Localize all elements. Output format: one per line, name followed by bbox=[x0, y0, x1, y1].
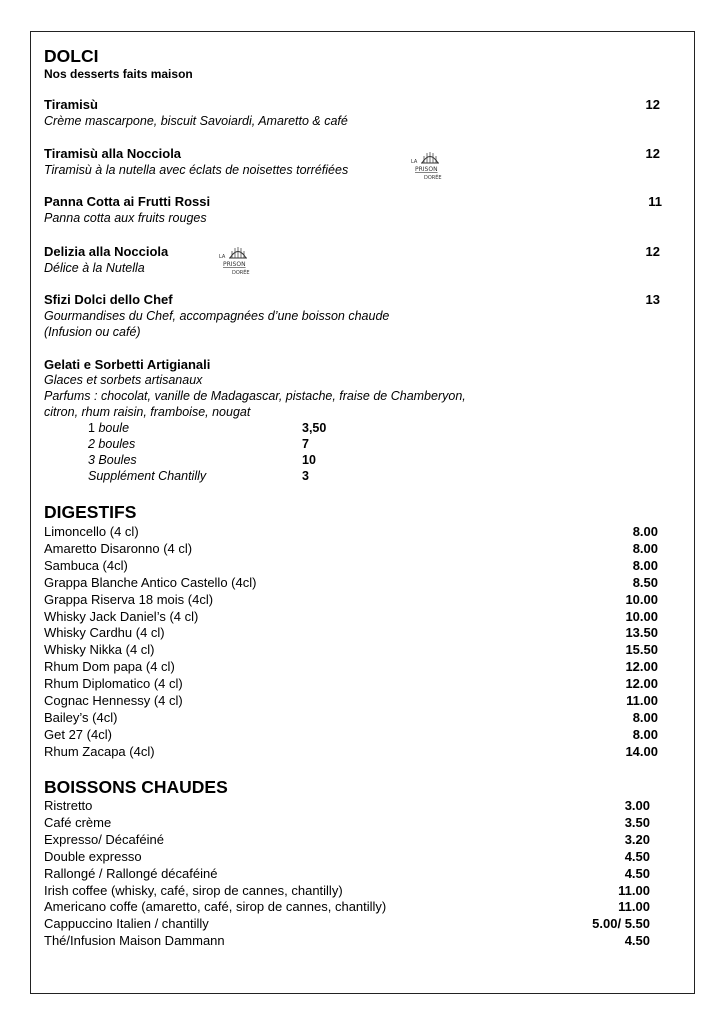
menu-item-name: Grappa Blanche Antico Castello (4cl) bbox=[44, 574, 257, 590]
dessert-price: 13 bbox=[645, 292, 660, 307]
menu-item-name: Americano coffe (amaretto, café, sirop de cannes, chantilly) bbox=[44, 899, 387, 915]
menu-item-name: Expresso/ Décaféiné bbox=[44, 831, 164, 847]
menu-item-price: 4.50 bbox=[624, 933, 650, 949]
menu-item-name: Bailey’s (4cl) bbox=[44, 709, 118, 725]
dessert-name: Sfizi Dolci dello Chef bbox=[44, 292, 173, 307]
dessert-description: Délice à la Nutella bbox=[44, 261, 145, 275]
menu-item-name: Whisky Nikka (4 cl) bbox=[44, 642, 155, 658]
section-title-dolci: DOLCI bbox=[44, 46, 99, 66]
menu-item-price: 8.00 bbox=[632, 540, 658, 556]
menu-item-name: Limoncello (4 cl) bbox=[44, 524, 139, 539]
scoop-option-label: 2 boules bbox=[88, 437, 136, 451]
logo-line2: PRISON bbox=[415, 166, 438, 173]
gelati-name: Gelati e Sorbetti Artigianali bbox=[44, 357, 211, 372]
menu-item-price: 3.00 bbox=[624, 798, 650, 813]
menu-item-name: Irish coffee (whisky, café, sirop de cannes, chantilly) bbox=[44, 882, 343, 898]
menu-item-name: Cognac Hennessy (4 cl) bbox=[44, 693, 183, 708]
dessert-price: 11 bbox=[648, 194, 662, 209]
menu-item-price: 8.00 bbox=[632, 524, 658, 539]
dessert-price: 12 bbox=[645, 244, 660, 259]
menu-item-name: Rhum Zacapa (4cl) bbox=[44, 743, 155, 759]
menu-item-price: 11.00 bbox=[626, 693, 658, 708]
scoop-option-price: 3 bbox=[302, 469, 309, 483]
dessert-description-line2: (Infusion ou café) bbox=[44, 325, 141, 339]
gelati-flavors: Parfums : chocolat, vanille de Madagascar, pistache, fraise de Chamberyon, bbox=[44, 389, 466, 403]
scoop-option-price: 3,50 bbox=[302, 421, 327, 435]
menu-item-price: 3.20 bbox=[624, 831, 650, 847]
menu-item-name: Double expresso bbox=[44, 848, 142, 864]
scoop-option-price: 10 bbox=[302, 453, 316, 467]
dessert-description: Panna cotta aux fruits rouges bbox=[44, 211, 207, 225]
scoop-option-label: Supplément Chantilly bbox=[88, 469, 207, 483]
logo-line1: LA bbox=[219, 254, 226, 260]
dessert-price: 12 bbox=[645, 146, 660, 161]
gelati-description: Glaces et sorbets artisanaux bbox=[44, 373, 203, 387]
menu-item-name: Ristretto bbox=[44, 798, 93, 813]
menu-item-price: 8.00 bbox=[632, 709, 658, 725]
dessert-name: Delizia alla Nocciola bbox=[44, 244, 169, 259]
menu-item-name: Sambuca (4cl) bbox=[44, 557, 128, 573]
dessert-name: Tiramisù alla Nocciola bbox=[44, 146, 182, 161]
logo-line3: DORÉE bbox=[424, 175, 442, 181]
section-subtitle-dolci: Nos desserts faits maison bbox=[44, 67, 193, 81]
menu-item-name: Rallongé / Rallongé décaféiné bbox=[44, 865, 218, 881]
menu-item-price: 12.00 bbox=[625, 676, 658, 692]
menu-item-price: 12.00 bbox=[625, 659, 658, 675]
menu-item-name: Grappa Riserva 18 mois (4cl) bbox=[44, 591, 214, 607]
logo-line3: DORÉE bbox=[232, 270, 250, 276]
logo-line1: LA bbox=[411, 159, 418, 165]
menu-item-name: Whisky Cardhu (4 cl) bbox=[44, 625, 165, 641]
menu-item-price: 10.00 bbox=[625, 608, 658, 624]
menu-item-name: Whisky Jack Daniel’s (4 cl) bbox=[44, 608, 199, 624]
dessert-name: Panna Cotta ai Frutti Rossi bbox=[44, 194, 211, 209]
menu-item-price: 15.50 bbox=[625, 642, 658, 658]
menu-item-price: 8.00 bbox=[632, 726, 658, 742]
menu-item-name: Cappuccino Italien / chantilly bbox=[44, 916, 209, 932]
menu-item-price: 8.00 bbox=[632, 557, 658, 573]
dessert-description: Tiramisù à la nutella avec éclats de noisettes torréfiées bbox=[44, 163, 349, 177]
prison-doree-logo bbox=[218, 245, 258, 277]
menu-item-price: 14.00 bbox=[625, 743, 658, 759]
dessert-name: Tiramisù bbox=[44, 97, 98, 112]
menu-item-price: 4.50 bbox=[624, 865, 650, 881]
menu-item-price: 10.00 bbox=[625, 591, 658, 607]
menu-item-price: 11.00 bbox=[618, 899, 650, 915]
menu-item-name: Get 27 (4cl) bbox=[44, 726, 112, 742]
prison-doree-logo bbox=[410, 150, 450, 182]
menu-item-name: Café crème bbox=[44, 814, 112, 830]
menu-item-price: 11.00 bbox=[618, 882, 650, 898]
scoop-option-price: 7 bbox=[302, 437, 309, 451]
scoop-option-label: 3 Boules bbox=[88, 453, 137, 467]
gelati-flavors-line2: citron, rhum raisin, framboise, nougat bbox=[44, 405, 251, 419]
menu-item-name: Amaretto Disaronno (4 cl) bbox=[44, 540, 193, 556]
menu-item-name: Rhum Diplomatico (4 cl) bbox=[44, 676, 183, 692]
menu-item-name: Rhum Dom papa (4 cl) bbox=[44, 659, 175, 675]
dessert-description: Gourmandises du Chef, accompagnées d’une boisson chaude bbox=[44, 309, 390, 323]
menu-item-price: 5.00/ 5.50 bbox=[592, 916, 650, 932]
dessert-description: Crème mascarpone, biscuit Savoiardi, Amaretto & café bbox=[44, 114, 348, 128]
section-title-boissons-chaudes: BOISSONS CHAUDES bbox=[44, 777, 228, 797]
menu-item-price: 8.50 bbox=[632, 574, 658, 590]
logo-line2: PRISON bbox=[223, 261, 246, 268]
menu-item-name: Thé/Infusion Maison Dammann bbox=[44, 933, 225, 949]
dessert-price: 12 bbox=[645, 97, 660, 112]
menu-item-price: 3.50 bbox=[624, 814, 650, 830]
menu-item-price: 4.50 bbox=[624, 848, 650, 864]
section-title-digestifs: DIGESTIFS bbox=[44, 502, 137, 522]
menu-item-price: 13.50 bbox=[625, 625, 658, 641]
scoop-option-label: 1 boule bbox=[88, 421, 130, 435]
